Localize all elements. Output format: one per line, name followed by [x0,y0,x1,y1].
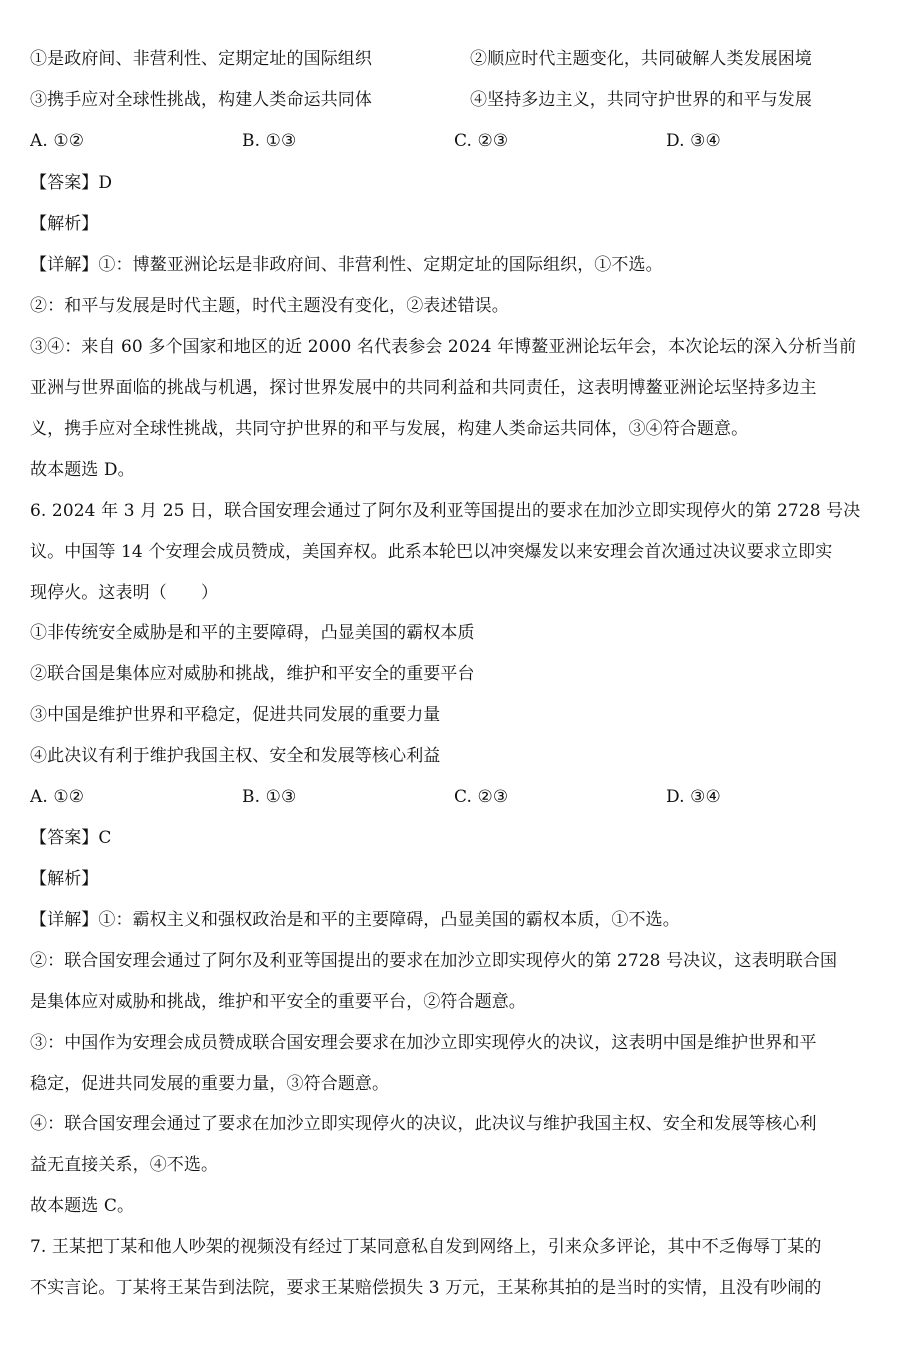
q6-detail-line: 是集体应对威胁和挑战，维护和平安全的重要平台，②符合题意。 [30,992,526,1012]
q5-conclusion: 故本题选 D。 [30,460,135,480]
q5-option-row-2 [30,89,878,111]
q6-stem-line: 现停火。这表明（ ） [30,583,219,603]
q6-conclusion: 故本题选 C。 [30,1196,135,1216]
q5-detail-line: 【详解】①：博鳌亚洲论坛是非政府间、非营利性、定期定址的国际组织，①不选。 [30,255,663,275]
q6-stem-line: 6. 2024 年 3 月 25 日，联合国安理会通过了阿尔及利亚等国提出的要求在加沙立即实现停火的第 2728 号决 [30,501,861,521]
q5-choice-d: D. ③④ [666,131,721,151]
q6-choice-b: B. ①③ [242,787,297,807]
q6-option-4: ④此决议有利于维护我国主权、安全和发展等核心利益 [30,746,441,766]
q6-detail-line: 益无直接关系，④不选。 [30,1155,219,1175]
q6-analysis-heading: 【解析】 [30,869,99,889]
q5-detail-line: ②：和平与发展是时代主题，时代主题没有变化，②表述错误。 [30,296,509,316]
q5-option-row-1 [30,48,878,70]
q5-option-3: ③携手应对全球性挑战，构建人类命运共同体 [30,90,372,110]
q6-detail-line: ③：中国作为安理会成员赞成联合国安理会要求在加沙立即实现停火的决议，这表明中国是维护世界和平 [30,1033,817,1053]
q5-choice-b: B. ①③ [242,131,297,151]
q5-analysis-heading: 【解析】 [30,214,99,234]
q5-choices [30,130,878,152]
q5-option-4: ④坚持多边主义，共同守护世界的和平与发展 [470,90,812,110]
q7-stem-line: 7. 王某把丁某和他人吵架的视频没有经过丁某同意私自发到网络上，引来众多评论，其中不乏侮辱丁某的 [30,1237,822,1257]
q6-detail-line: ④：联合国安理会通过了要求在加沙立即实现停火的决议，此决议与维护我国主权、安全和发展等核心利 [30,1114,817,1134]
q6-choice-d: D. ③④ [666,787,721,807]
q6-answer: 【答案】C [30,828,112,848]
q6-detail-line: 【详解】①：霸权主义和强权政治是和平的主要障碍，凸显美国的霸权本质，①不选。 [30,910,680,930]
q7-stem-line: 不实言论。丁某将王某告到法院，要求王某赔偿损失 3 万元，王某称其拍的是当时的实情，且没有吵闹的 [30,1278,822,1298]
q5-choice-c: C. ②③ [454,131,509,151]
q6-detail-line: 稳定，促进共同发展的重要力量，③符合题意。 [30,1074,390,1094]
q6-option-3: ③中国是维护世界和平稳定，促进共同发展的重要力量 [30,705,441,725]
q5-detail-line: 亚洲与世界面临的挑战与机遇，探讨世界发展中的共同利益和共同责任，这表明博鳌亚洲论坛坚持多边主 [30,378,817,398]
q5-choice-a: A. ①② [30,131,85,151]
q6-choice-a: A. ①② [30,787,85,807]
q5-answer: 【答案】D [30,173,113,193]
q6-choice-c: C. ②③ [454,787,509,807]
q6-stem-line: 议。中国等 14 个安理会成员赞成，美国弃权。此系本轮巴以冲突爆发以来安理会首次通过决议要求立即实 [30,542,833,562]
q5-option-2: ②顺应时代主题变化，共同破解人类发展困境 [470,49,812,69]
q5-option-1: ①是政府间、非营利性、定期定址的国际组织 [30,49,372,69]
q6-option-2: ②联合国是集体应对威胁和挑战，维护和平安全的重要平台 [30,664,475,684]
q6-choices [30,786,878,808]
q6-option-1: ①非传统安全威胁是和平的主要障碍，凸显美国的霸权本质 [30,623,475,643]
q5-detail-line: ③④：来自 60 多个国家和地区的近 2000 名代表参会 2024 年博鳌亚洲论坛年会，本次论坛的深入分析当前 [30,337,857,357]
q6-detail-line: ②：联合国安理会通过了阿尔及利亚等国提出的要求在加沙立即实现停火的第 2728 号决议，这表明联合国 [30,951,838,971]
q5-detail-line: 义，携手应对全球性挑战，共同守护世界的和平与发展，构建人类命运共同体，③④符合题意。 [30,419,749,439]
